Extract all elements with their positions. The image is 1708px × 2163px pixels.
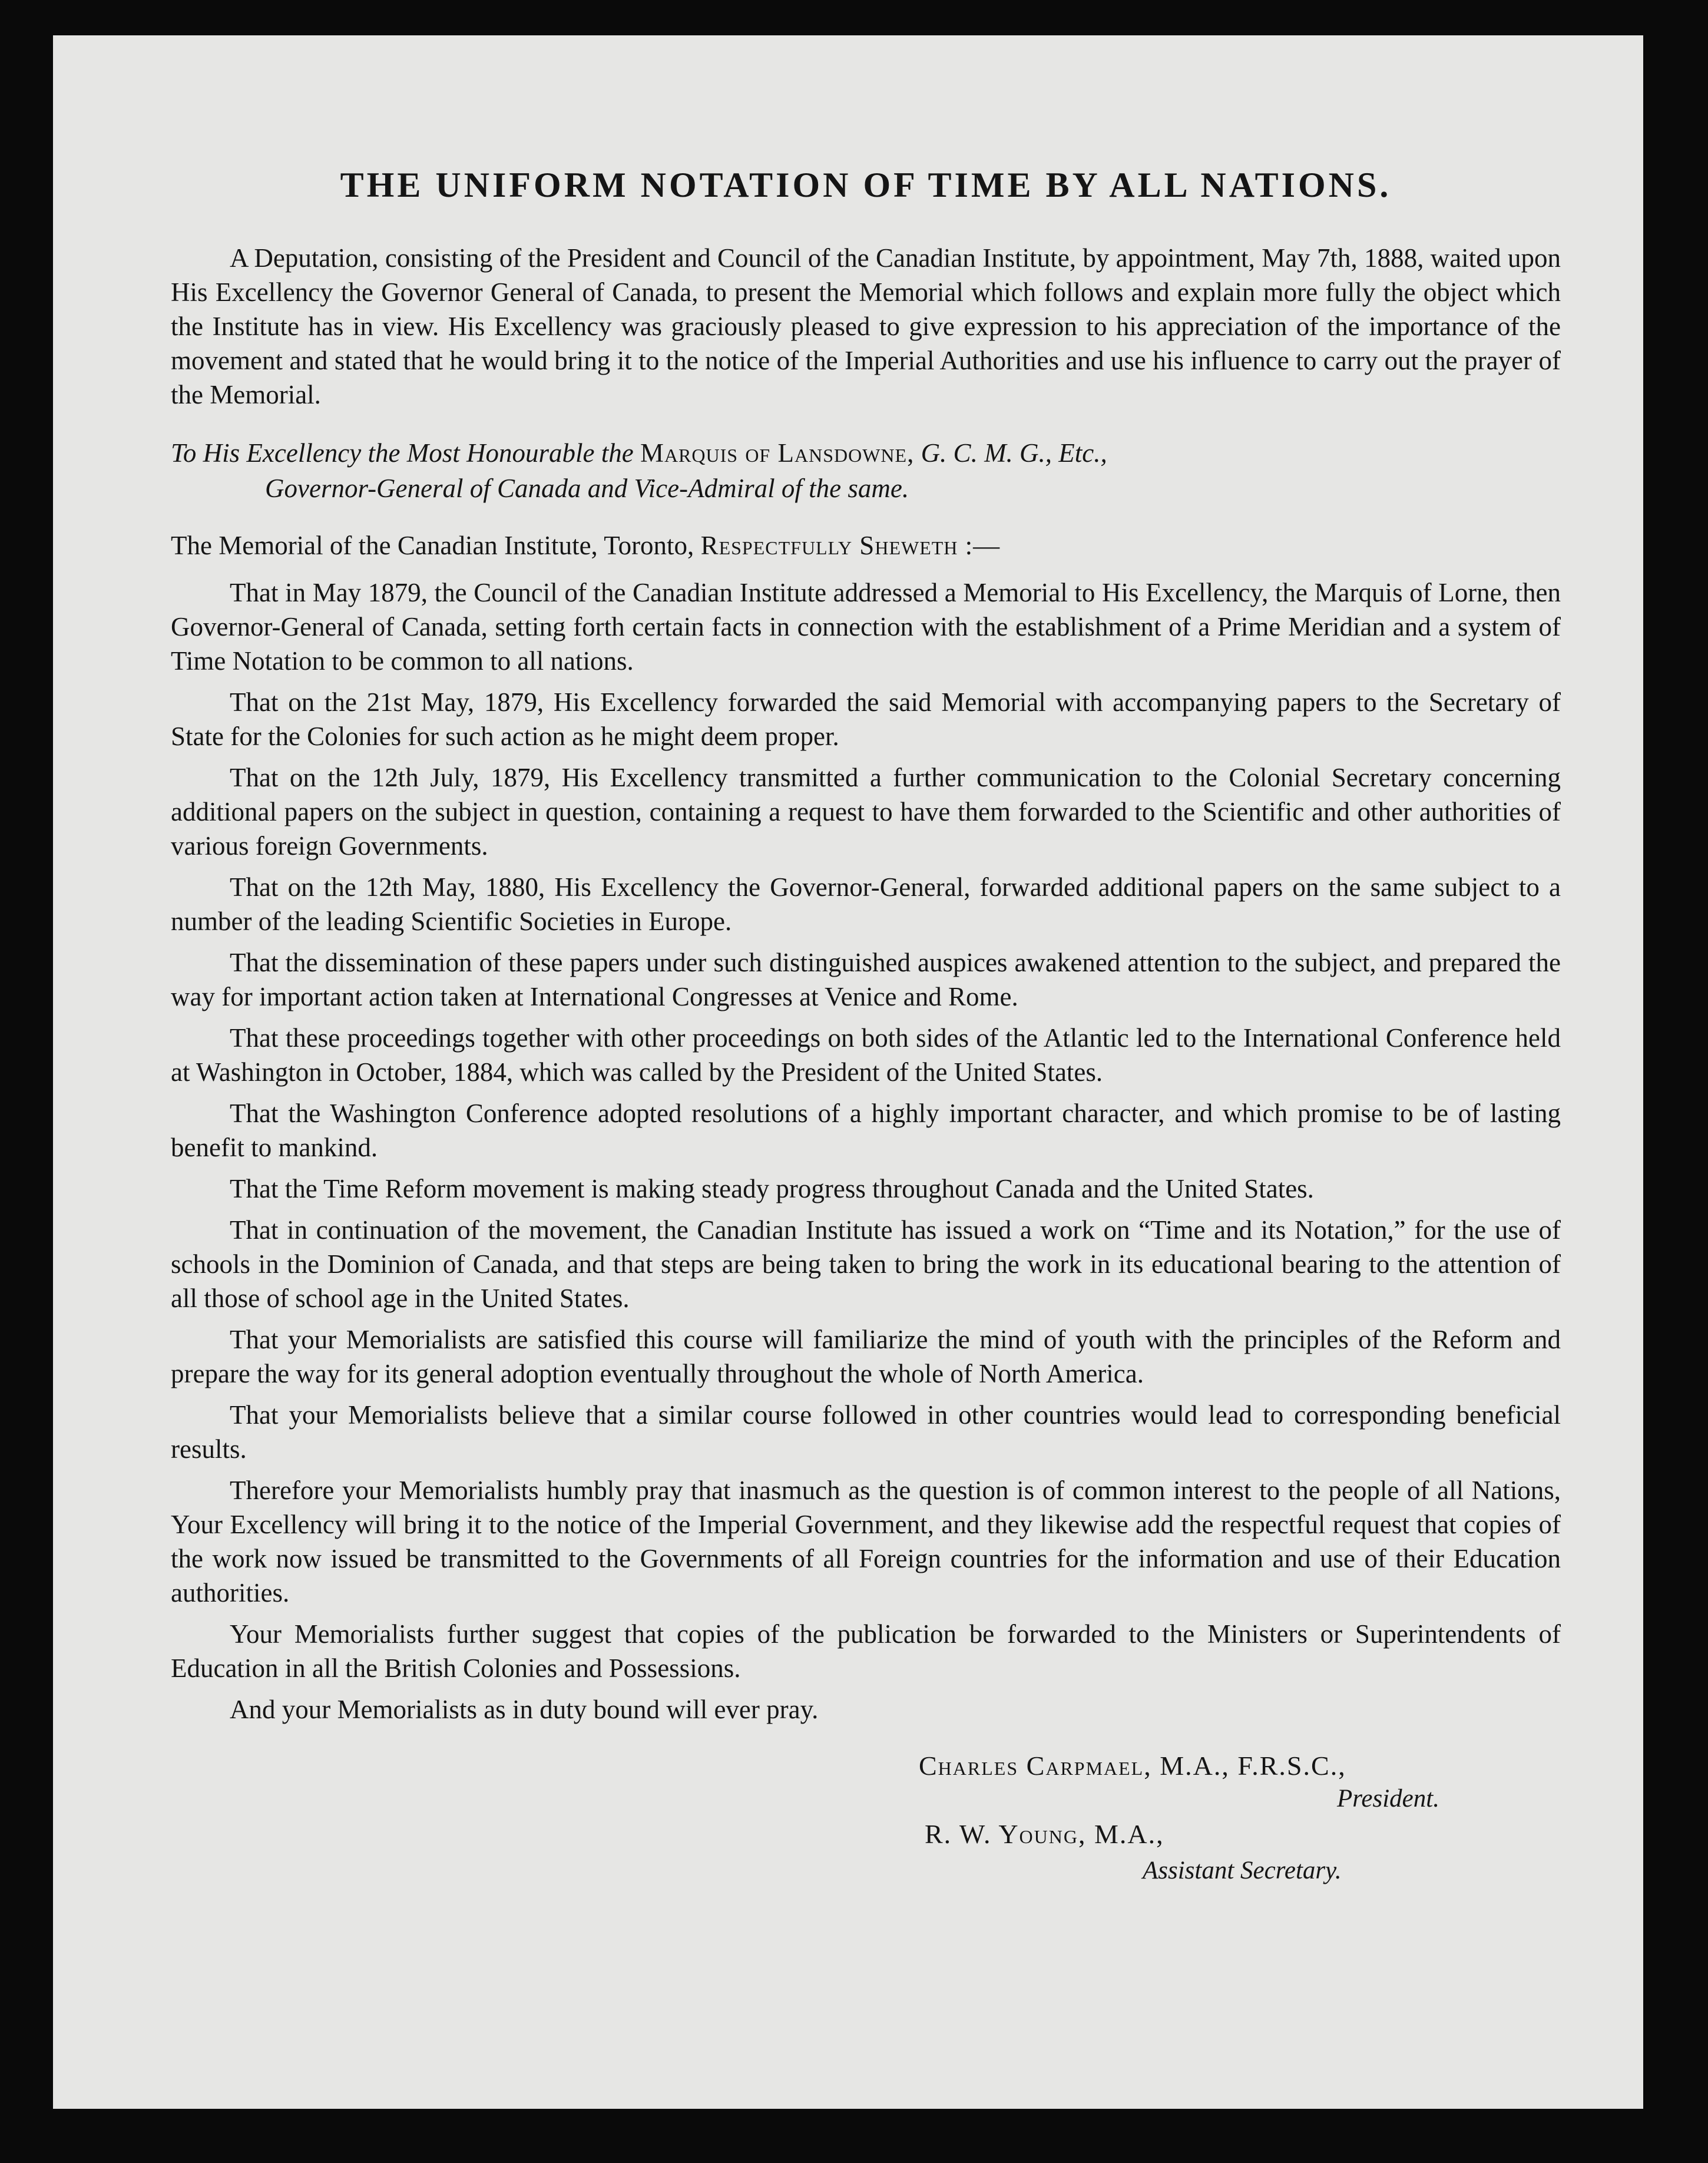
- address-line1-post: G. C. M. G., Etc.,: [921, 438, 1107, 468]
- address-line2: Governor-General of Canada and Vice-Admiral of the same.: [265, 474, 909, 503]
- signature-block: [171, 1750, 1561, 1903]
- paragraph: Therefore your Memorialists humbly pray that inasmuch as the question is of common interest to the people of all Nations, Your Excellency will bring it to the notice of the Imperial Government, and they likewise add the respectful request that copies of the work now issued be transmitted to the Governments of all Foreign countries for the information and use of their Education authorities.: [171, 1476, 1561, 1608]
- paragraph: That in May 1879, the Council of the Canadian Institute addressed a Memorial to His Excellency, the Marquis of Lorne, then Governor-General of Canada, setting forth certain facts in connection with the establishment of a Prime Meridian and a system of Time Notation to be common to all nations.: [171, 578, 1561, 676]
- memorial-opening: [171, 528, 1561, 563]
- signature-secretary-name: R. W. Young, M.A.,: [925, 1819, 1164, 1849]
- document-page: [53, 35, 1643, 2109]
- address-line1-pre: To His Excellency the Most Honourable the: [171, 438, 634, 468]
- opening-text: The Memorial of the Canadian Institute, Toronto,: [171, 531, 694, 560]
- paragraph: That your Memorialists are satisfied this course will familiarize the mind of youth with the principles of the Reform and prepare the way for its general adoption eventually throughout the whole of North America.: [171, 1325, 1561, 1388]
- signature-secretary-role: Assistant Secretary.: [1143, 1857, 1342, 1884]
- intro-paragraph: A Deputation, consisting of the President and Council of the Canadian Institute, by appointment, May 7th, 1888, waited upon His Excellency the Governor General of Canada, to present the Memorial which follows and explain more fully the object which the Institute has in view. His Excellency was graciously pleased to give expression to his appreciation of the importance of the movement and stated that he would bring it to the notice of the Imperial Authorities and use his influence to carry out the prayer of the Memorial.: [171, 243, 1561, 409]
- document-title: THE UNIFORM NOTATION OF TIME BY ALL NATIONS.: [340, 166, 1392, 204]
- signature-president-role: President.: [1337, 1785, 1439, 1813]
- paragraph: That the dissemination of these papers under such distinguished auspices awakened attention to the subject, and prepared the way for important action taken at International Congresses at Venice and Rome.: [171, 948, 1561, 1011]
- paragraph: That your Memorialists believe that a similar course followed in other countries would lead to corresponding beneficial results.: [171, 1400, 1561, 1464]
- paragraph: Your Memorialists further suggest that copies of the publication be forwarded to the Ministers or Superintendents of Education in all the British Colonies and Possessions.: [171, 1619, 1561, 1683]
- paragraph: That in continuation of the movement, the Canadian Institute has issued a work on “Time and its Notation,” for the use of schools in the Dominion of Canada, and that steps are being taken to bring the work in its educational bearing to the attention of all those of school age in the United States.: [171, 1215, 1561, 1313]
- paragraph: That on the 21st May, 1879, His Excellency forwarded the said Memorial with accompanying papers to the Secretary of State for the Colonies for such action as he might deem proper.: [171, 687, 1561, 751]
- paragraph: That the Washington Conference adopted resolutions of a highly important character, and which promise to be of lasting benefit to mankind.: [171, 1099, 1561, 1162]
- signature-president-name: Charles Carpmael, M.A., F.R.S.C.,: [919, 1751, 1346, 1781]
- paragraph: And your Memorialists as in duty bound will ever pray.: [230, 1695, 819, 1724]
- paragraph: That on the 12th May, 1880, His Excellency the Governor-General, forwarded additional papers on the same subject to a number of the leading Scientific Societies in Europe.: [171, 872, 1561, 936]
- paragraph: That these proceedings together with other proceedings on both sides of the Atlantic led to the International Conference held at Washington in October, 1884, which was called by the President of the United States.: [171, 1023, 1561, 1087]
- address-block: [171, 435, 1561, 506]
- paragraph: That the Time Reform movement is making steady progress throughout Canada and the United States.: [230, 1174, 1314, 1203]
- address-line1-name: Marquis of Lansdowne,: [640, 438, 915, 468]
- paragraph: That on the 12th July, 1879, His Excellency transmitted a further communication to the Colonial Secretary concerning additional papers on the subject in question, containing a request to have them forwarded to the Scientific and other authorities of various foreign Governments.: [171, 763, 1561, 861]
- opening-emphasis: Respectfully Sheweth :—: [700, 531, 1001, 560]
